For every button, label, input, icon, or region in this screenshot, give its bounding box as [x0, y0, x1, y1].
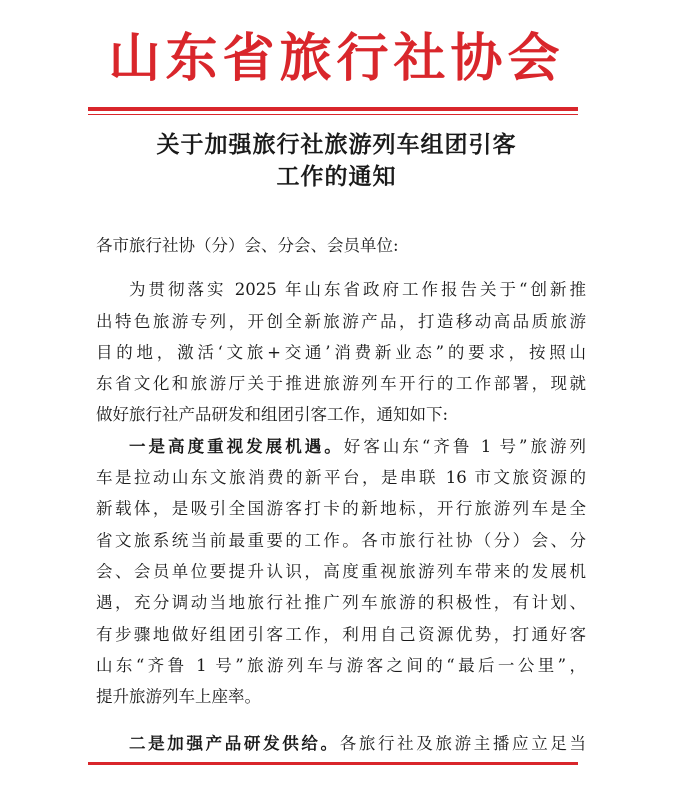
organization-letterhead: 山东省旅行社协会: [108, 29, 565, 89]
section-1-line: 提升旅游列车上座率。: [96, 687, 261, 707]
section-1-line: 新载体，是吸引全国游客打卡的新地标，开行旅游列车是全: [96, 499, 586, 519]
intro-line: 东省文化和旅游厅关于推进旅游列车开行的工作部署，现就: [96, 374, 586, 394]
section-2-heading: 二是加强产品研发供给。: [129, 734, 340, 754]
intro-line: 做好旅行社产品研发和组团引客工作，通知如下:: [96, 405, 449, 425]
letterhead-red-rule: [88, 107, 578, 111]
section-1-line: 有步骤地做好组团引客工作，利用自己资源优势，打通好客: [96, 624, 586, 644]
section-1-line: 省文旅系统当前最重要的工作。各市旅行社协（分）会、分: [96, 530, 586, 550]
intro-line: 为贯彻落实 2025 年山东省政府工作报告关于“创新推: [129, 280, 586, 300]
section-1-first-line: [96, 431, 586, 462]
section-1-line: 遇，充分调动当地旅行社推广列车旅游的积极性，有计划、: [96, 593, 586, 613]
notice-title-line-2: 工作的通知: [276, 163, 397, 190]
notice-title-line-1: 关于加强旅行社旅游列车组团引客: [156, 131, 517, 158]
notice-body: [96, 230, 586, 760]
section-2-first-line: [96, 728, 586, 759]
section-1-line: 山东“齐鲁 1 号”旅游列车与游客之间的“最后一公里”，: [96, 655, 586, 675]
intro-line: 出特色旅游专列，开创全新旅游产品，打造移动高品质旅游: [96, 311, 586, 331]
intro-line: 目的地，激活‘文旅+交通’消费新业态”的要求，按照山: [96, 342, 586, 362]
section-1-heading: 一是高度重视发展机遇。: [129, 436, 344, 456]
salutation: 各市旅行社协（分）会、分会、会员单位:: [96, 236, 399, 255]
footer-red-rule: [88, 762, 578, 765]
section-1-line: 会、会员单位要提升认识，高度重视旅游列车带来的发展机: [96, 561, 586, 581]
letterhead-red-rule-thin: [88, 114, 578, 115]
section-2-text: 各旅行社及旅游主播应立足当: [339, 734, 587, 754]
section-1-text: 好客山东“齐鲁 1 号”旅游列: [343, 436, 587, 456]
section-1-line: 车是拉动山东文旅消费的新平台，是串联 16 市文旅资源的: [96, 468, 586, 488]
